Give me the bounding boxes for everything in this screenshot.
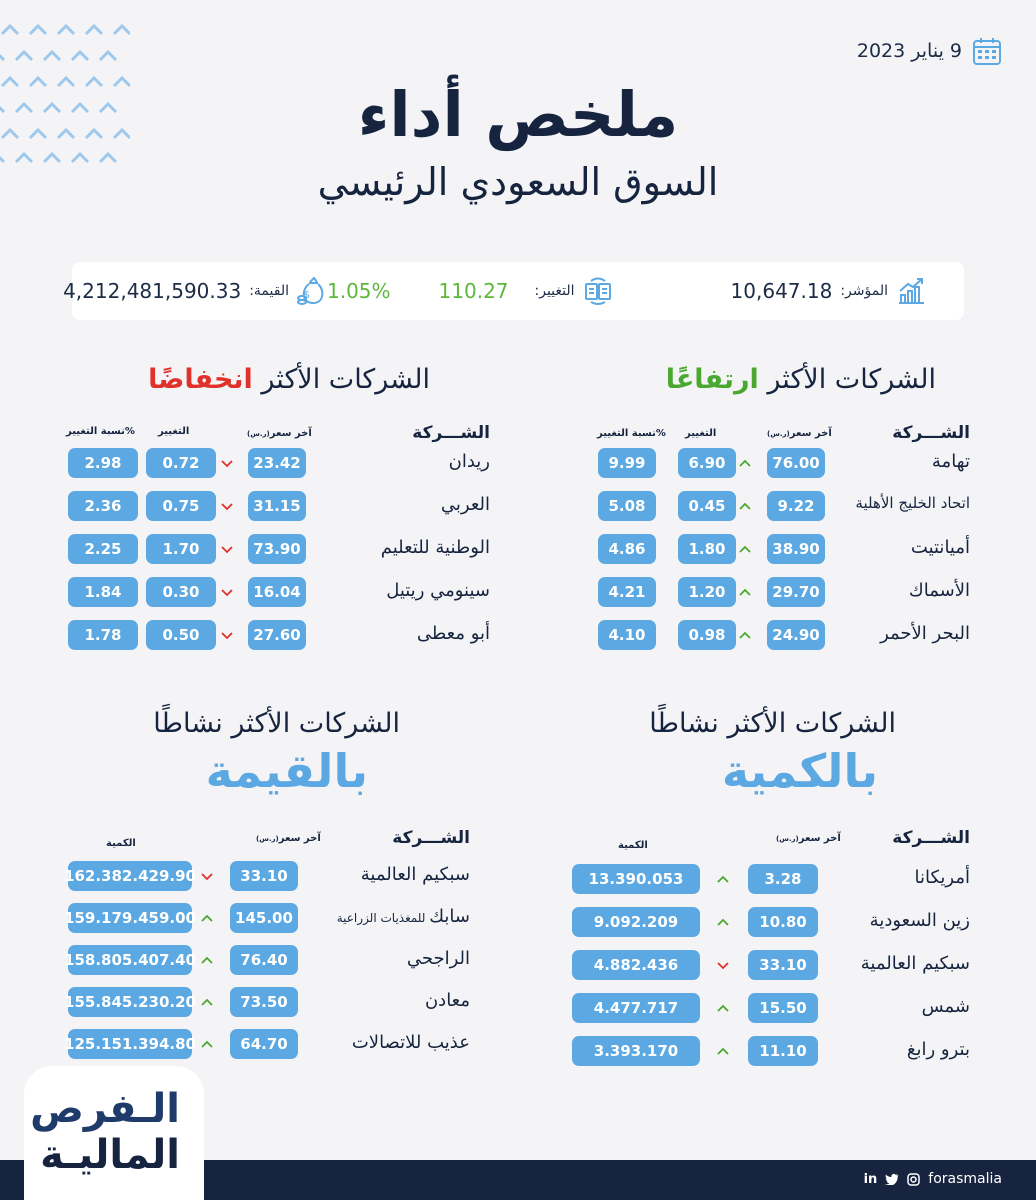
company-name-text: البحر الأحمر: [880, 623, 970, 644]
price-pill: 27.60: [248, 620, 306, 650]
company-name-text: اتحاد الخليج الأهلية: [855, 494, 970, 512]
volume-header-price-unit: (ر.س): [776, 835, 799, 843]
brand-logo: [24, 1066, 204, 1200]
price-pill: 76.40: [230, 945, 298, 975]
page-title: ملخص أداء: [357, 78, 679, 151]
social-links: [864, 1171, 1002, 1187]
volume-title: الشركات الأكثر نشاطًا: [649, 708, 896, 739]
change-pill: 0.30: [146, 577, 216, 607]
index-label: المؤشر:: [840, 283, 888, 299]
page-subtitle: السوق السعودي الرئيسي: [317, 160, 719, 204]
company-name-text: العربي: [440, 494, 490, 515]
change-label: التغيير:: [534, 283, 575, 299]
change-pill: 6.90: [678, 448, 736, 478]
arrow-up-icon: [738, 501, 752, 511]
value-header-qty: الكمية: [106, 838, 136, 849]
company-name-text: أبو معطى: [416, 623, 490, 644]
arrow-up-icon: [738, 587, 752, 597]
price-pill: 31.15: [248, 491, 306, 521]
gainers-header-company: الشـــركة: [892, 423, 970, 443]
price-pill: 29.70: [767, 577, 825, 607]
pct-pill: 1.78: [68, 620, 138, 650]
linkedin-icon[interactable]: in: [863, 1171, 878, 1187]
company-name-text: بترو رابغ: [906, 1039, 970, 1060]
losers-title-prefix: الشركات الأكثر: [261, 364, 430, 395]
gainers-header-pct: نسبة التغيير%: [597, 428, 666, 439]
company-name-text: الراجحي: [406, 948, 470, 969]
losers-header-price-label: آخر سعر: [269, 428, 312, 439]
company-name-text: سينومي ريتيل: [386, 580, 490, 601]
price-pill: 145.00: [230, 903, 298, 933]
qty-pill: 125.151.394.80: [68, 1029, 192, 1059]
company-name-text: أميانتيت: [910, 537, 970, 558]
chart-growth-icon: [896, 276, 926, 306]
qty-pill: 162.382.429.90: [68, 861, 192, 891]
arrow-up-icon: [200, 913, 214, 923]
price-pill: 33.10: [230, 861, 298, 891]
company-name: [425, 990, 470, 1011]
pct-pill: 4.10: [598, 620, 656, 650]
volume-header-company: الشـــركة: [892, 828, 970, 848]
company-name: [386, 580, 490, 601]
arrow-down-icon: [220, 501, 234, 511]
company-name: [352, 1032, 470, 1053]
gainers-header-change: التغيير: [685, 428, 717, 439]
money-bag-icon: [297, 276, 327, 306]
company-name: [914, 867, 970, 888]
logo-line-1: الـفرص: [30, 1086, 180, 1132]
price-pill: 10.80: [748, 907, 818, 937]
volume-header-qty: الكمية: [618, 840, 648, 851]
company-name: [909, 580, 970, 601]
pct-pill: 1.84: [68, 577, 138, 607]
company-name: [381, 537, 490, 558]
value-group: [63, 276, 327, 306]
qty-pill: 4.882.436: [572, 950, 700, 980]
company-name: [855, 494, 970, 512]
change-pill: 1.70: [146, 534, 216, 564]
gainers-title-prefix: الشركات الأكثر: [767, 364, 936, 395]
arrow-up-icon: [738, 544, 752, 554]
twitter-icon[interactable]: [885, 1173, 899, 1185]
exchange-docs-icon: [583, 276, 613, 306]
losers-header-change: التغيير: [158, 426, 190, 437]
index-group: [731, 276, 926, 306]
gainers-title-highlight: ارتفاعًا: [665, 364, 759, 395]
arrow-up-icon: [716, 874, 730, 884]
volume-header-price: [776, 833, 841, 844]
value-label: القيمة:: [249, 283, 289, 299]
change-pill: 0.50: [146, 620, 216, 650]
qty-pill: 13.390.053: [572, 864, 700, 894]
pct-pill: 5.08: [598, 491, 656, 521]
company-name-text: سابك: [429, 906, 470, 927]
pct-pill: 4.21: [598, 577, 656, 607]
price-pill: 9.22: [767, 491, 825, 521]
arrow-down-icon: [220, 587, 234, 597]
company-name-text: شمس: [921, 996, 970, 1017]
company-name: [337, 906, 470, 927]
company-name-text: أمريكانا: [914, 867, 970, 888]
price-pill: 23.42: [248, 448, 306, 478]
price-pill: 15.50: [748, 993, 818, 1023]
losers-title-highlight: انخفاضًا: [148, 364, 253, 395]
value-amount: 4,212,481,590.33: [63, 279, 242, 303]
date-text: 9 يناير 2023: [856, 40, 962, 62]
losers-header-company: الشـــركة: [412, 423, 490, 443]
value-title: الشركات الأكثر نشاطًا: [153, 708, 400, 739]
price-pill: 3.28: [748, 864, 818, 894]
value-header-price-label: آخر سعر: [278, 833, 321, 844]
losers-header-pct: نسبة التغيير%: [66, 426, 135, 437]
price-pill: 64.70: [230, 1029, 298, 1059]
gainers-header-price: [767, 428, 832, 439]
value-header-price: [256, 833, 321, 844]
company-name-text: سبكيم العالمية: [360, 864, 470, 885]
qty-pill: 4.477.717: [572, 993, 700, 1023]
arrow-up-icon: [200, 955, 214, 965]
pct-pill: 2.98: [68, 448, 138, 478]
price-pill: 24.90: [767, 620, 825, 650]
change-pill: 1.20: [678, 577, 736, 607]
arrow-down-icon: [220, 544, 234, 554]
arrow-up-icon: [200, 1039, 214, 1049]
qty-pill: 3.393.170: [572, 1036, 700, 1066]
arrow-down-icon: [200, 871, 214, 881]
company-name: [441, 494, 490, 515]
company-name: [407, 948, 470, 969]
company-name-text: زين السعودية: [869, 910, 970, 931]
company-name-text: ريدان: [448, 451, 490, 472]
report-date: [857, 36, 1002, 66]
arrow-up-icon: [716, 1046, 730, 1056]
company-name: [361, 864, 470, 885]
company-name: [911, 537, 970, 558]
company-name: [870, 910, 970, 931]
price-pill: 73.90: [248, 534, 306, 564]
price-pill: 76.00: [767, 448, 825, 478]
company-name: [417, 623, 490, 644]
price-pill: 73.50: [230, 987, 298, 1017]
company-name: [880, 623, 970, 644]
arrow-down-icon: [716, 960, 730, 970]
volume-header-price-label: آخر سعر: [798, 833, 841, 844]
losers-title: [148, 364, 430, 395]
arrow-up-icon: [716, 1003, 730, 1013]
pct-pill: 2.36: [68, 491, 138, 521]
losers-header-price-unit: (ر.س): [247, 430, 270, 438]
price-pill: 11.10: [748, 1036, 818, 1066]
price-pill: 38.90: [767, 534, 825, 564]
price-pill: 33.10: [748, 950, 818, 980]
arrow-down-icon: [220, 630, 234, 640]
change-group: [327, 276, 613, 306]
change-percent: 1.05%: [326, 279, 391, 303]
change-value: 110.27: [438, 279, 509, 303]
arrow-up-icon: [200, 997, 214, 1007]
company-name-text: معادن: [424, 990, 470, 1011]
change-pill: 0.45: [678, 491, 736, 521]
arrow-up-icon: [738, 630, 752, 640]
arrow-down-icon: [220, 458, 234, 468]
index-value: 10,647.18: [730, 279, 833, 303]
instagram-icon[interactable]: [907, 1173, 920, 1186]
company-name-text: عذيب للاتصالات: [351, 1032, 470, 1053]
company-name: [861, 953, 970, 974]
svg-text:$: $: [303, 290, 310, 301]
qty-pill: 158.805.407.40: [68, 945, 192, 975]
arrow-up-icon: [738, 458, 752, 468]
change-pill: 0.72: [146, 448, 216, 478]
company-name: [932, 451, 970, 472]
company-name-suffix: للمغذيات الزراعية: [336, 911, 430, 925]
value-header-price-unit: (ر.س): [256, 835, 279, 843]
losers-header-price: [247, 428, 312, 439]
logo-line-2: الماليـة: [40, 1132, 180, 1178]
gainers-title: [666, 364, 936, 395]
price-pill: 16.04: [248, 577, 306, 607]
company-name-text: الأسماك: [908, 580, 970, 601]
company-name: [922, 996, 970, 1017]
pct-pill: 4.86: [598, 534, 656, 564]
arrow-up-icon: [716, 917, 730, 927]
change-pill: 1.80: [678, 534, 736, 564]
volume-big-label: بالكمية: [721, 744, 878, 798]
gainers-header-price-label: آخر سعر: [789, 428, 832, 439]
change-pill: 0.75: [146, 491, 216, 521]
calendar-icon: [972, 36, 1002, 66]
pct-pill: 2.25: [68, 534, 138, 564]
change-pill: 0.98: [678, 620, 736, 650]
gainers-header-price-unit: (ر.س): [767, 430, 790, 438]
company-name-text: الوطنية للتعليم: [380, 537, 490, 558]
pct-pill: 9.99: [598, 448, 656, 478]
social-handle[interactable]: forasmalia: [928, 1171, 1002, 1187]
qty-pill: 9.092.209: [572, 907, 700, 937]
qty-pill: 159.179.459.00: [68, 903, 192, 933]
value-header-company: الشـــركة: [392, 828, 470, 848]
market-summary-bar: [63, 262, 964, 320]
value-big-label: بالقيمة: [205, 744, 368, 798]
company-name: [907, 1039, 970, 1060]
company-name-text: تهامة: [931, 451, 970, 472]
qty-pill: 155.845.230.20: [68, 987, 192, 1017]
company-name-text: سبكيم العالمية: [860, 953, 970, 974]
company-name: [449, 451, 490, 472]
